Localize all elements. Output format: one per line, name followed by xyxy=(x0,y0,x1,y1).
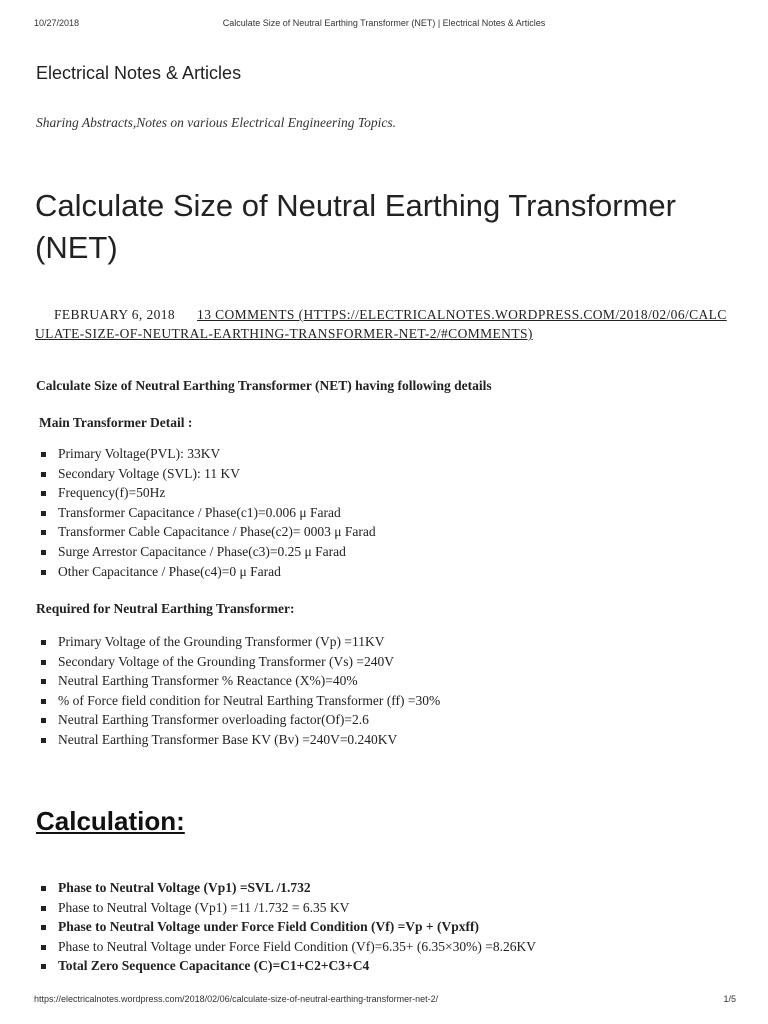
print-page-number: 1/5 xyxy=(723,994,736,1004)
list-item: Transformer Capacitance / Phase(c1)=0.006 μ Farad xyxy=(36,503,376,523)
post-title: Calculate Size of Neutral Earthing Transformer (NET) xyxy=(35,188,676,265)
list-item: Neutral Earthing Transformer % Reactance (X%)=40% xyxy=(36,671,440,691)
list-item: Neutral Earthing Transformer Base KV (Bv) =240V=0.240KV xyxy=(36,730,440,750)
comments-link[interactable]: 13 COMMENTS (HTTPS://ELECTRICALNOTES.WORDPRESS.COM/2018/02/06/CALCULATE-SIZE-OF-NEUTRAL-EARTHING-TRANSFORMER-NET-2/#COMMENTS) xyxy=(35,307,727,341)
list-item: Frequency(f)=50Hz xyxy=(36,483,376,503)
post-meta xyxy=(35,305,735,343)
list-item: Transformer Cable Capacitance / Phase(c2)= 0003 μ Farad xyxy=(36,522,376,542)
list-item: Total Zero Sequence Capacitance (C)=C1+C2+C3+C4 xyxy=(36,956,536,976)
list-item: Phase to Neutral Voltage under Force Field Condition (Vf) =Vp + (Vpxff) xyxy=(36,917,536,937)
list-item: Primary Voltage(PVL): 33KV xyxy=(36,444,376,464)
calculation-list xyxy=(36,878,536,976)
list-item: Phase to Neutral Voltage (Vp1) =SVL /1.732 xyxy=(36,878,536,898)
calculation-heading: Calculation: xyxy=(36,806,185,836)
print-date: 10/27/2018 xyxy=(34,18,80,28)
list-item: Secondary Voltage of the Grounding Transformer (Vs) =240V xyxy=(36,652,440,672)
print-url: https://electricalnotes.wordpress.com/2018/02/06/calculate-size-of-neutral-earthing-transformer-net-2/ xyxy=(34,994,439,1004)
list-item: Secondary Voltage (SVL): 11 KV xyxy=(36,464,376,484)
required-list xyxy=(36,632,440,750)
main-transformer-heading: Main Transformer Detail : xyxy=(39,415,193,430)
site-tagline: Sharing Abstracts,Notes on various Electrical Engineering Topics. xyxy=(36,115,396,130)
list-item: % of Force field condition for Neutral Earthing Transformer (ff) =30% xyxy=(36,691,440,711)
post-date: FEBRUARY 6, 2018 xyxy=(54,307,176,322)
list-item: Phase to Neutral Voltage (Vp1) =11 /1.732 = 6.35 KV xyxy=(36,898,536,918)
list-item: Surge Arrestor Capacitance / Phase(c3)=0.25 μ Farad xyxy=(36,542,376,562)
intro-text: Calculate Size of Neutral Earthing Transformer (NET) having following details xyxy=(36,378,492,393)
main-transformer-list xyxy=(36,444,376,581)
list-item: Phase to Neutral Voltage under Force Field Condition (Vf)=6.35+ (6.35×30%) =8.26KV xyxy=(36,937,536,957)
print-page-title: Calculate Size of Neutral Earthing Transformer (NET) | Electrical Notes & Articles xyxy=(222,18,546,28)
list-item: Neutral Earthing Transformer overloading factor(Of)=2.6 xyxy=(36,710,440,730)
site-title-link[interactable]: Electrical Notes & Articles xyxy=(36,63,242,83)
required-heading: Required for Neutral Earthing Transformer: xyxy=(36,601,295,616)
list-item: Primary Voltage of the Grounding Transformer (Vp) =11KV xyxy=(36,632,440,652)
list-item: Other Capacitance / Phase(c4)=0 μ Farad xyxy=(36,562,376,582)
